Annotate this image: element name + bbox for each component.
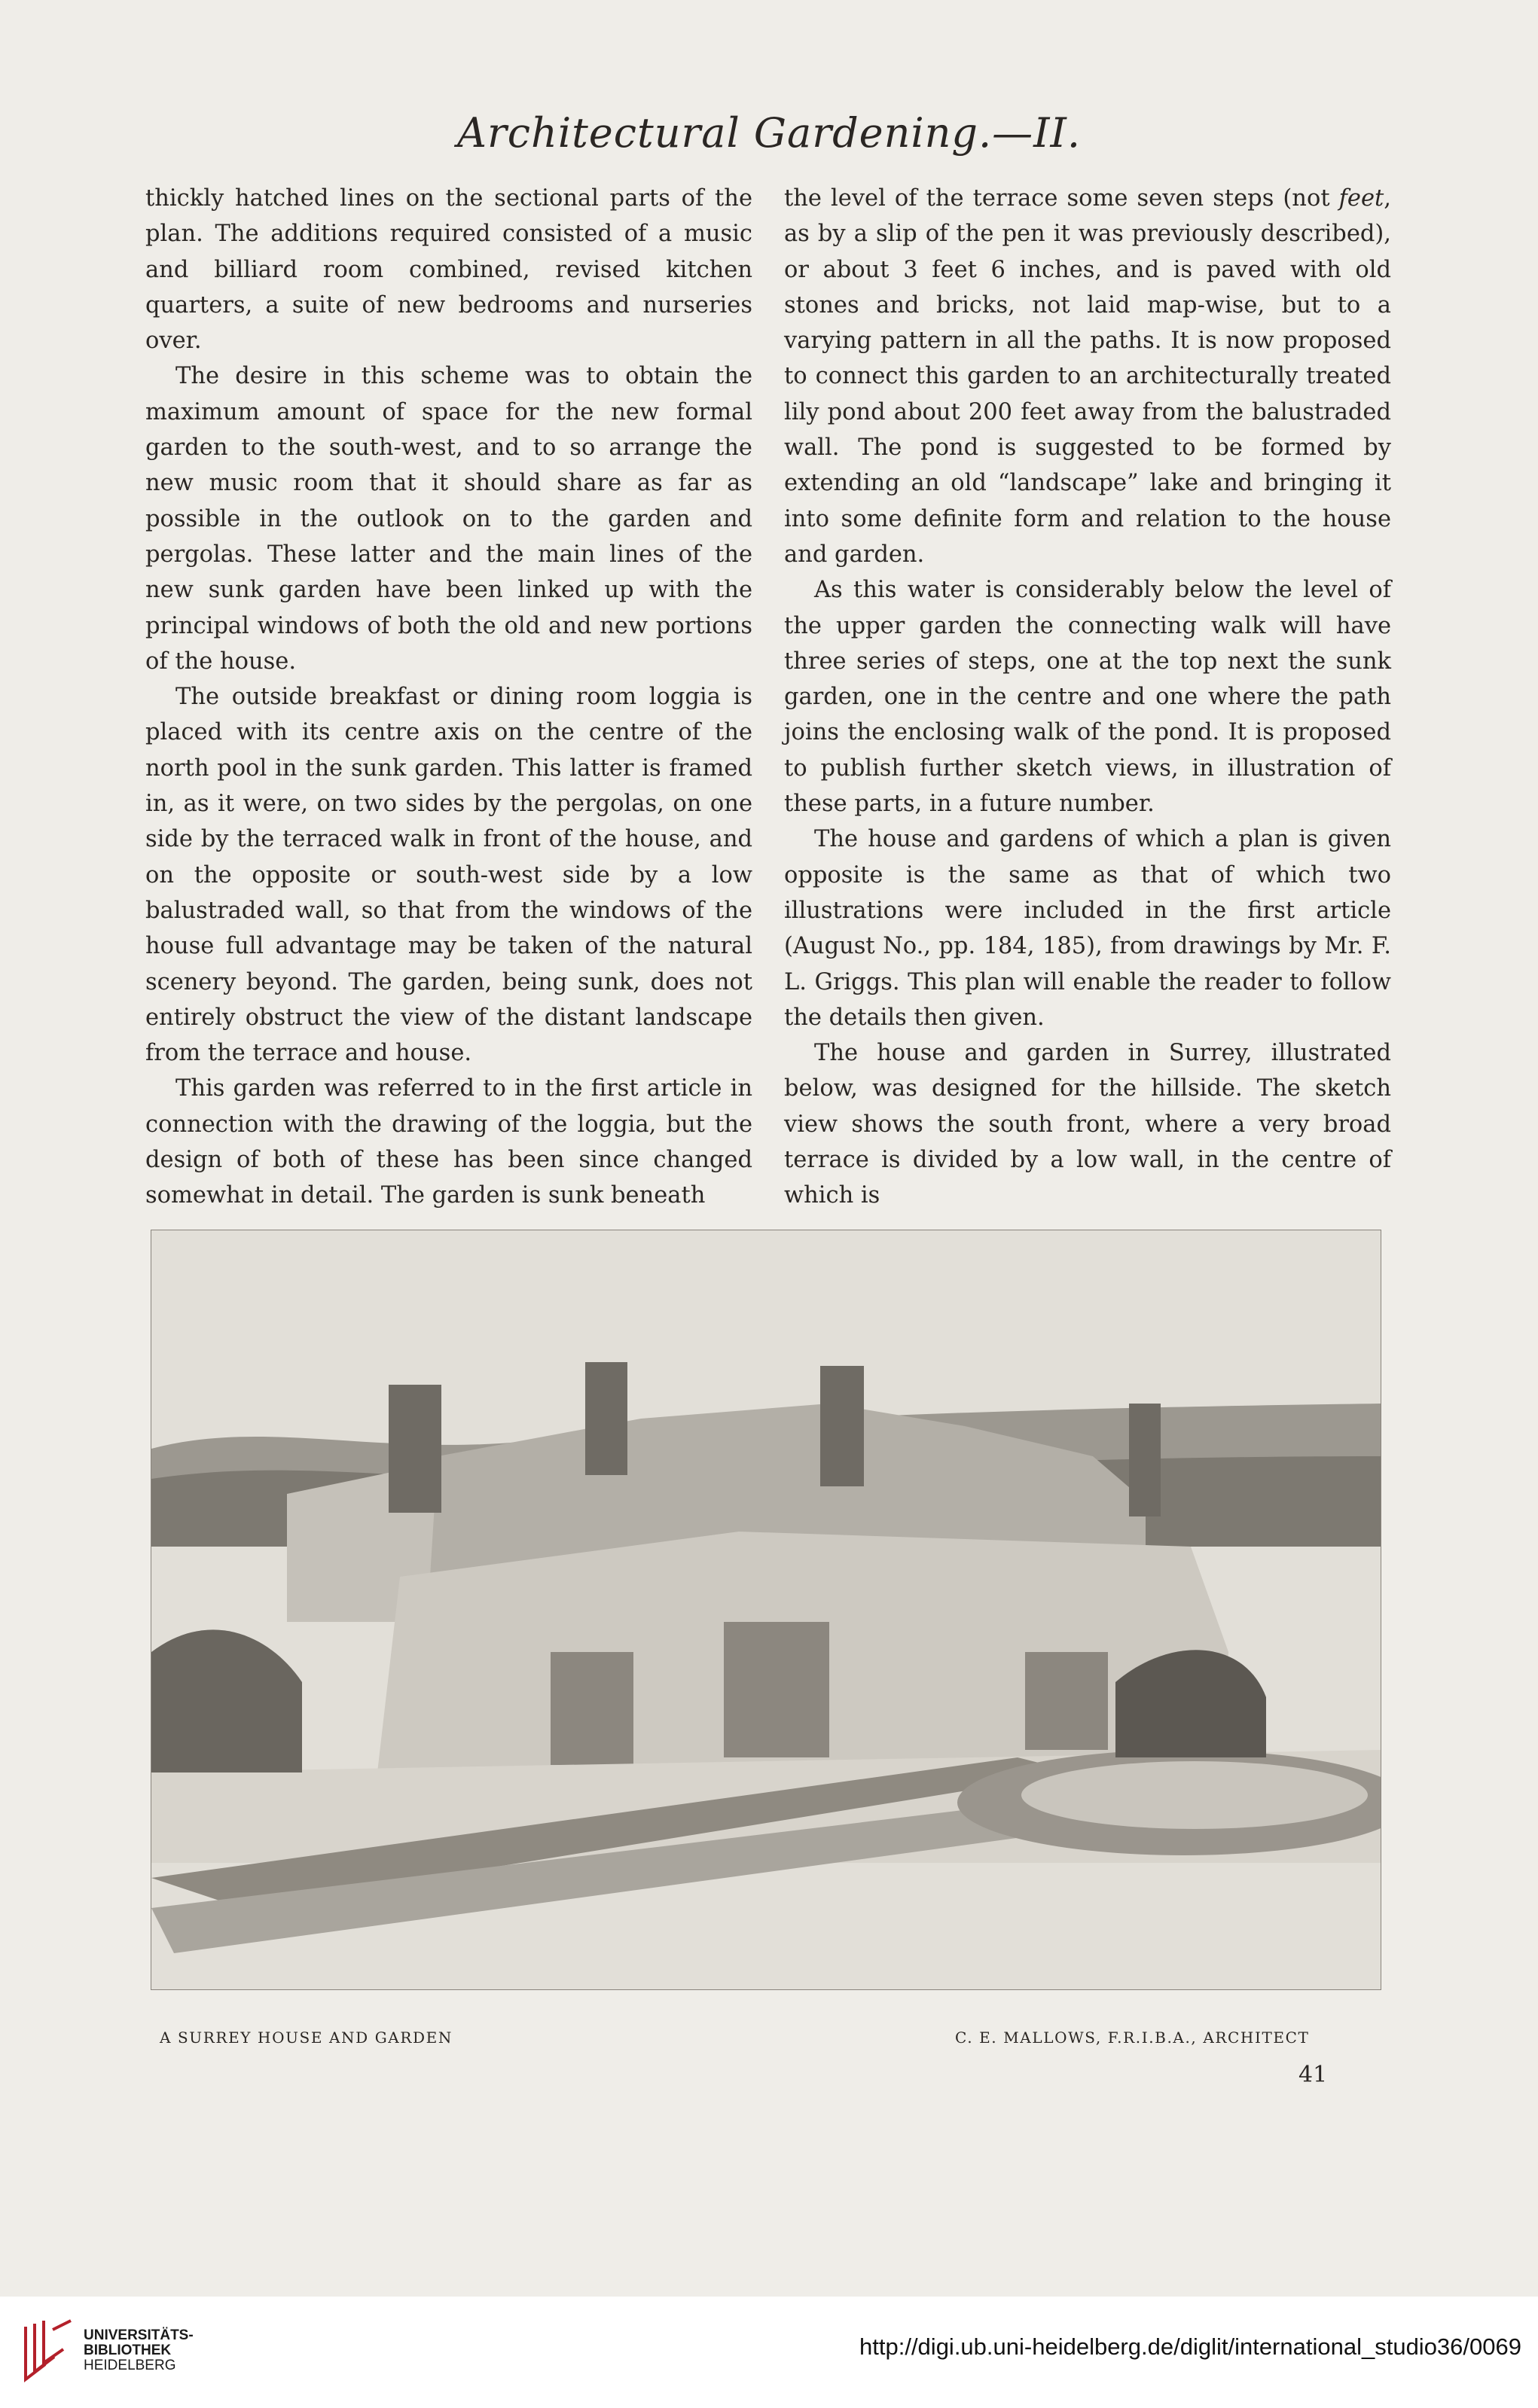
- library-name-line: UNIVERSITÄTS-: [84, 2327, 194, 2343]
- digitization-footer: [0, 2297, 1538, 2408]
- italic-text: feet: [1338, 185, 1384, 212]
- paragraph: The house and gardens of which a plan is given opposite is the same as that of which two illustrations were included in the first article (August No., pp. 184, 185), from drawings by Mr. F. L. Griggs. This plan will enable the reader to follow the details then given.: [784, 826, 1391, 1031]
- library-name: [84, 2328, 194, 2373]
- right-column: [784, 181, 1391, 1214]
- figure-credit: C. E. MALLOWS, F.R.I.B.A., ARCHITECT: [955, 2029, 1310, 2047]
- paragraph: This garden was referred to in the first article in connection with the drawing of the loggia, but the design of both of these has been since changed somewhat in detail. The garden is sunk beneath: [145, 1075, 752, 1209]
- library-logo-icon: [18, 2319, 75, 2387]
- sketch-drawing: [151, 1230, 1381, 1989]
- page-number: 41: [1298, 2062, 1328, 2088]
- paragraph: [784, 181, 1391, 572]
- figure-caption: A SURREY HOUSE AND GARDEN: [160, 2029, 453, 2047]
- house-illustration: [151, 1230, 1381, 1990]
- text-run: , as by a slip of the pen it was previously described), or about 3 feet 6 inches, and is paved with old stones and bricks, not laid map-wise, but to a varying pattern in all the paths. It is now proposed to connect this garden to an architecturally treated lily pond about 200 feet away from the balustraded wall. The pond is suggested to be formed by extending an old “landscape” lake and bringing it into some definite form and relation to the house and garden.: [784, 185, 1391, 568]
- source-url[interactable]: http://digi.ub.uni-heidelberg.de/diglit/international_studio36/0069: [859, 2333, 1521, 2360]
- paragraph: thickly hatched lines on the sectional parts of the plan. The additions required consisted of a music and billiard room combined, revised kitchen quarters, a suite of new bedrooms and nurseries over.: [145, 185, 752, 355]
- running-title: Architectural Gardening.—II.: [457, 109, 1081, 157]
- paragraph: As this water is considerably below the level of the upper garden the connecting walk will have three series of steps, one at the top next the sunk garden, one in the centre and one where the path joins the enclosing walk of the pond. It is proposed to publish further sketch views, in illustration of these parts, in a future number.: [784, 577, 1391, 818]
- paragraph: The house and garden in Surrey, illustrated below, was designed for the hillside. The sketch view shows the south front, where a very broad terrace is divided by a low wall, in the centre of which is: [784, 1040, 1391, 1209]
- text-run: the level of the terrace some seven steps (not: [784, 185, 1339, 212]
- paragraph: The outside breakfast or dining room loggia is placed with its centre axis on the centre of the north pool in the sunk garden. This latter is framed in, as it were, on two sides by the pergolas, on one side by the terraced walk in front of the house, and on the opposite or south-west side by a low balustraded wall, so that from the windows of the house full advantage may be taken of the natural scenery beyond. The garden, being sunk, does not entirely obstruct the view of the distant landscape from the terrace and house.: [145, 684, 752, 1067]
- paragraph: The desire in this scheme was to obtain the maximum amount of space for the new formal garden to the south-west, and to so arrange the new music room that it should share as far as possible in the outlook on to the garden and pergolas. These latter and the main lines of the new sunk garden have been linked up with the principal windows of both the old and new portions of the house.: [145, 363, 752, 675]
- left-column: [145, 181, 752, 1214]
- library-name-line: HEIDELBERG: [84, 2358, 176, 2373]
- library-name-line: BIBLIOTHEK: [84, 2342, 172, 2358]
